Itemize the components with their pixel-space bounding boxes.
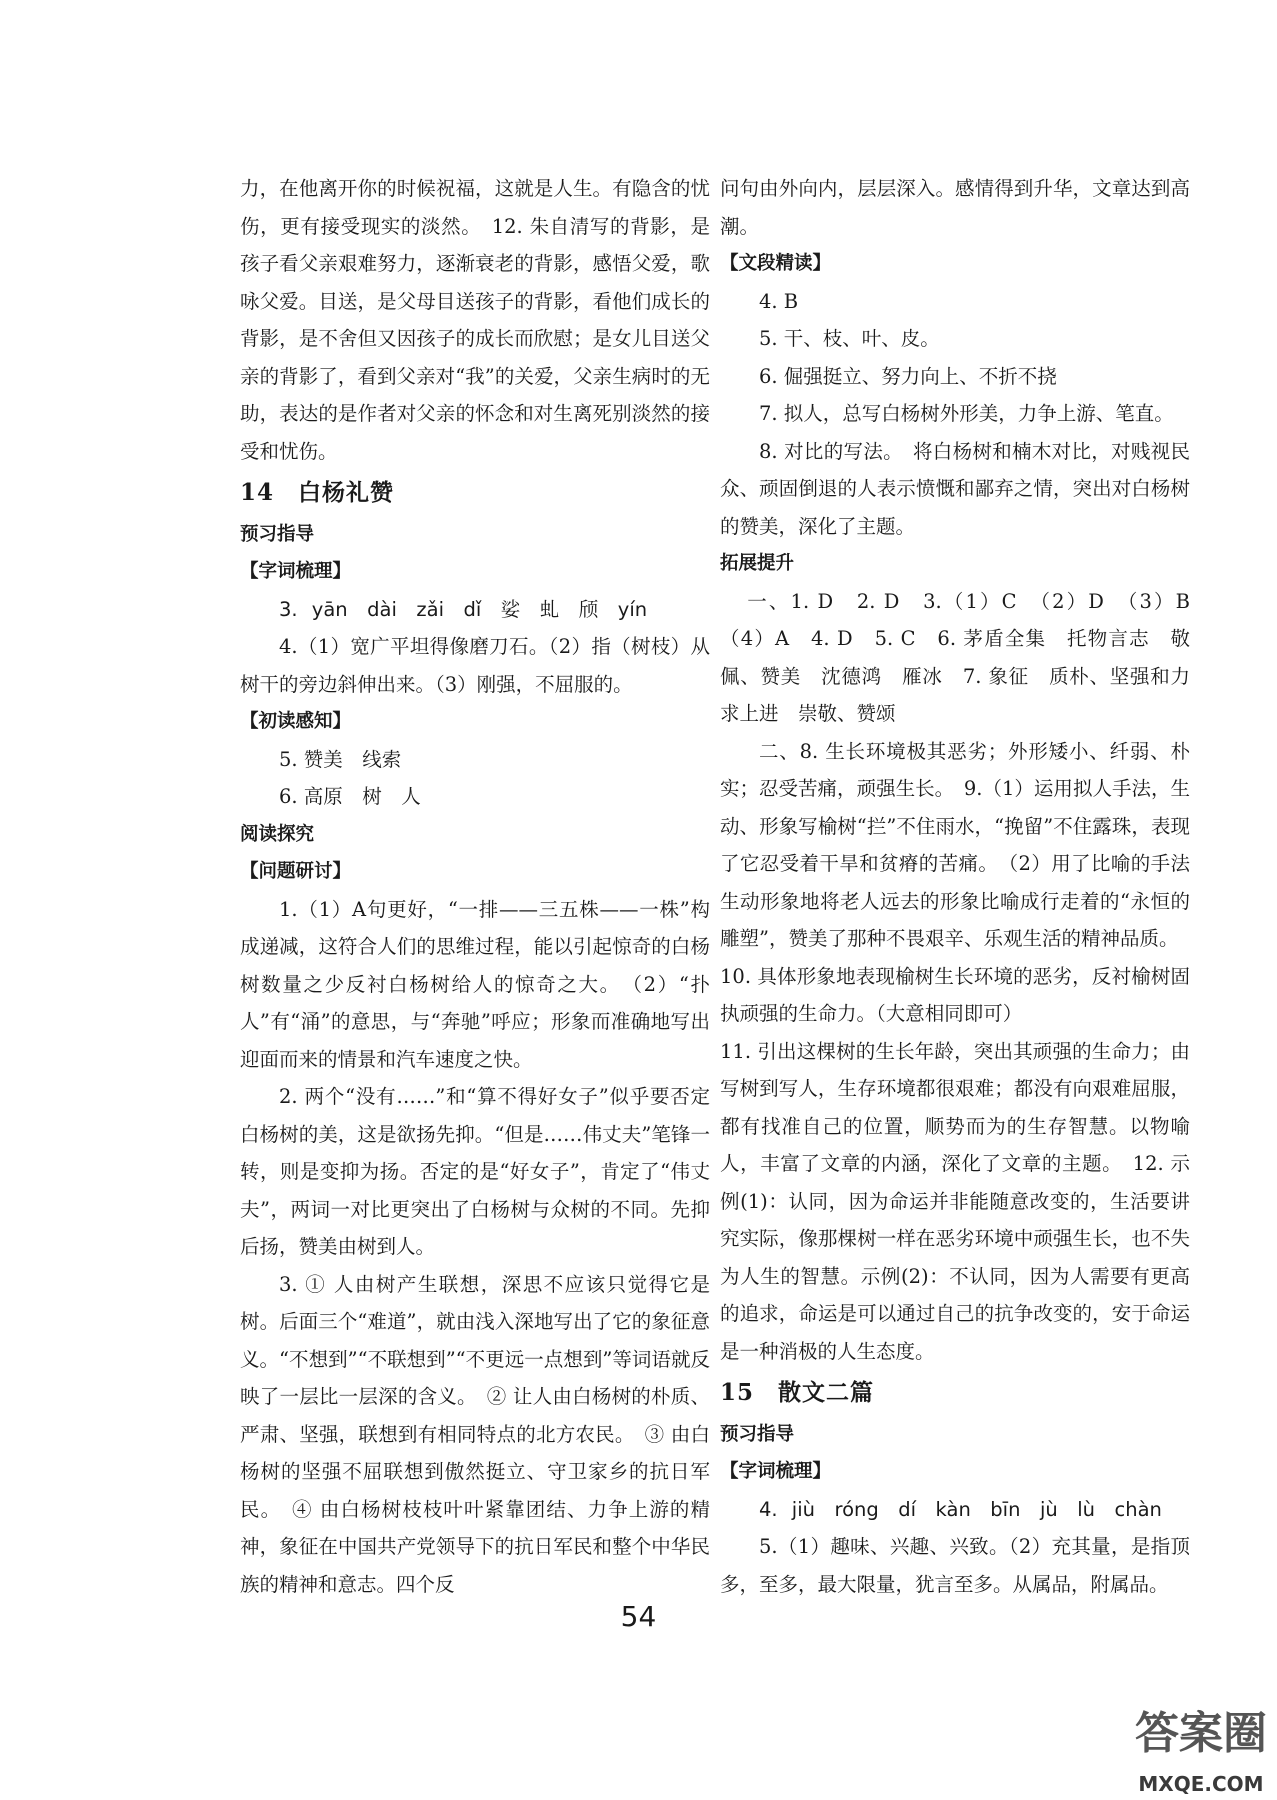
watermark-url: MXQE.COM: [1138, 1772, 1264, 1796]
answer-item: 1.（1）A句更好，“一排——三五株——一株”构成递减，这符合人们的思维过程，能以引起惊奇的白杨树数量之少反衬白杨树给人的惊奇之大。 （2）“扑人”有“涌”的意思，与“奔驰”呼应；形象而准确地写出迎面而来的情景和汽车速度之快。: [240, 897, 710, 1071]
answer-item: 4.（1）宽广平坦得像磨刀石。（2）指（树枝）从树干的旁边斜伸出来。（3）刚强，不屈服的。: [240, 635, 710, 696]
answer-item: 4. jiù róng dí kàn bīn jù lù chàn: [759, 1497, 1162, 1521]
answer-item: 6. 倔强挺立、努力向上、不折不挠: [759, 364, 1057, 388]
section-heading: 预习指导: [720, 1423, 795, 1445]
answer-item: 8. 对比的写法。 将白杨树和楠木对比，对贱视民众、顽固倒退的人表示愤慨和鄙弃之情，突出对白杨树的赞美，深化了主题。: [720, 439, 1190, 538]
answer-item: 11. 引出这棵树的生长年龄，突出其顽强的生命力；由写树到写人，生存环境都很艰难；都没有向艰难屈服，都有找准自己的位置，顺势而为的生存智慧。以物喻人，丰富了文章的内涵，深化了文章的主题。 12. 示例(1)：认同，因为命运并非能随意改变的，生活要讲究实际，像那棵树一样在恶劣环境中顽强生长，也不失为人生的智慧。示例(2)：不认同，因为人需要有更高的追求，命运是可以通过自己的抗争改变的，安于命运是一种消极的人生态度。: [720, 1039, 1190, 1363]
answer-item: 二、8. 生长环境极其恶劣；外形矮小、纤弱、朴实；忍受苦痛，顽强生长。 9.（1）运用拟人手法，生动、形象写榆树“拦”不住雨水，“挽留”不住露珠，表现了它忍受着干旱和贫瘠的苦痛。 （2）用了比喻的手法生动形象地将老人远去的形象比喻成行走着的“永恒的雕塑”，赞美了那种不畏艰辛、乐观生活的精神品质。: [720, 739, 1190, 950]
subsection-tag: 【字词梳理】: [240, 561, 352, 582]
answer-item: 7. 拟人，总写白杨树外形美，力争上游、笔直。: [759, 402, 1174, 425]
chapter-title: 14 白杨礼赞: [240, 479, 395, 506]
right-column: [720, 170, 1210, 1603]
subsection-tag: 【文段精读】: [720, 253, 832, 274]
chapter-title: 15 散文二篇: [720, 1379, 875, 1406]
paragraph: 问句由外向内，层层深入。感情得到升华，文章达到高潮。: [720, 177, 1190, 238]
section-heading: 预习指导: [240, 523, 315, 545]
section-heading: 阅读探究: [240, 823, 315, 845]
answer-item: 3. yān dài zǎi dǐ 娑 虬 颀 yín: [279, 597, 648, 621]
paragraph: 力，在他离开你的时候祝福，这就是人生。有隐含的忧伤，更有接受现实的淡然。 12. 朱自清写的背影，是孩子看父亲艰难努力，逐渐衰老的背影，感悟父爱，歌咏父爱。目送，是父母目送孩子的背影，看他们成长的背影，是不舍但又因孩子的成长而欣慰；是女儿目送父亲的背影了，看到父亲对“我”的关爱，父亲生病时的无助，表达的是作者对父亲的怀念和对生离死别淡然的接受和忧伤。: [240, 177, 710, 463]
subsection-tag: 【初读感知】: [240, 711, 352, 732]
section-heading: 拓展提升: [720, 553, 795, 574]
answer-item: 6. 高原 树 人: [279, 785, 421, 808]
answer-item: 4. B: [759, 289, 799, 313]
answer-item: 5. 干、枝、叶、皮。: [759, 327, 940, 350]
answer-item: 一、1. D 2. D 3.（1）C （2）D （3）B （4）A 4. D 5. C 6. 茅盾全集 托物言志 敬佩、赞美 沈德鸿 雁冰 7. 象征 质朴、坚强和力求上进 崇敬、赞颂: [720, 589, 1210, 725]
answer-item: 2. 两个“没有……”和“算不得好女子”似乎要否定白杨树的美，这是欲扬先抑。“但是……伟丈夫”笔锋一转，则是变抑为扬。否定的是“好女子”，肯定了“伟丈夫”，两词一对比更突出了白杨树与众树的不同。先抑后扬，赞美由树到人。: [240, 1085, 710, 1258]
watermark-title: 答案圈: [1135, 1708, 1267, 1759]
subsection-tag: 【问题研讨】: [240, 861, 352, 882]
answer-item: 5. 赞美 线索: [279, 747, 402, 771]
subsection-tag: 【字词梳理】: [720, 1461, 832, 1482]
answer-item: 10. 具体形象地表现榆树生长环境的恶劣，反衬榆树固执顽强的生命力。（大意相同即可）: [720, 964, 1190, 1025]
watermark-logo: [1131, 1704, 1271, 1796]
answer-item: 3. ① 人由树产生联想，深思不应该只觉得它是树。后面三个“难道”，就由浅入深地写出了它的象征意义。“不想到”“不联想到”“不更远一点想到”等词语就反映了一层比一层深的含义。 ② 让人由白杨树的朴质、严肃、坚强，联想到有相同特点的北方农民。 ③ 由白杨树的坚强不屈联想到傲然挺立、守卫家乡的抗日军民。 ④ 由白杨树枝枝叶叶紧靠团结、力争上游的精神，象征在中国共产党领导下的抗日军民和整个中华民族的精神和意志。四个反: [240, 1272, 710, 1596]
left-column: [240, 170, 710, 1603]
answer-item: 5.（1）趣味、兴趣、兴致。（2）充其量，是指顶多，至多，最大限量，犹言至多。从属品，附属品。: [720, 1535, 1190, 1596]
page-number: 54: [620, 1600, 657, 1633]
